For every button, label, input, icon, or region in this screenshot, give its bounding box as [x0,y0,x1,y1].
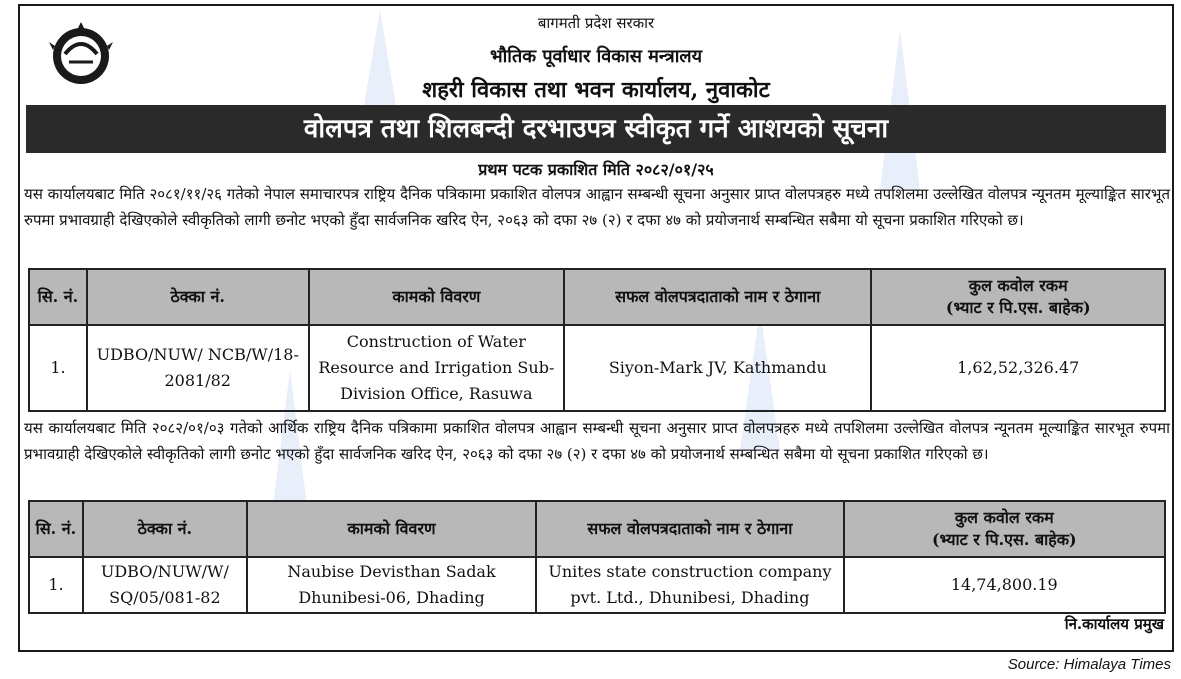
notice-paragraph-2: यस कार्यालयबाट मिति २०८२/०१/०३ गतेको आर्थिक राष्ट्रिय दैनिक पत्रिकामा प्रकाशित वोलपत्र आह्वान सम्बन्धी सूचना अनुसार प्राप्त वोलपत्रहरु मध्ये तपशिलमा उल्लेखित वोलपत्र न्यूनतम मूल्याङ्कित सारभूत रुपमा प्रभावग्राही देखिएकोले स्वीकृतिको लागी छनोट भएको हुँदा सार्वजनिक खरिद ऐन, २०६३ को दफा २७ (२) र दफा ४७ को प्रयोजनार्थ सम्बन्धित सबैमा यो सूचना प्रकाशित गरिएको छ। [24,419,1170,463]
first-published-date: प्रथम पटक प्रकाशित मिति २०८२/०१/२५ [478,160,714,179]
cell-bidder: Siyon-Mark JV, Kathmandu [564,325,871,411]
office-name: शहरी विकास तथा भवन कार्यालय, नुवाकोट [422,77,770,103]
header-contract-no: ठेक्का नं. [87,269,309,325]
ministry-name: भौतिक पूर्वाधार विकास मन्त्रालय [489,46,703,67]
table-header-row [29,501,1165,557]
notice-box [18,4,1174,652]
cell-contract-no: UDBO/NUW/W/ SQ/05/081-82 [83,557,247,613]
province-name: बागमती प्रदेश सरकार [537,14,655,32]
award-table-1 [28,268,1166,412]
header-amount-line1: कुल कवोल रकम [954,508,1054,527]
header-contract-no: ठेक्का नं. [83,501,247,557]
source-credit: Source: Himalaya Times [1007,656,1171,673]
table-row [29,325,1165,411]
cell-sn: 1. [29,325,87,411]
header-sn: सि. नं. [29,269,87,325]
cell-sn: 1. [29,557,83,613]
header-bidder: सफल वोलपत्रदाताको नाम र ठेगाना [536,501,843,557]
notice-title-banner: वोलपत्र तथा शिलबन्दी दरभाउपत्र स्वीकृत गर्ने आशयको सूचना [26,105,1166,153]
header-description: कामको विवरण [309,269,565,325]
header-description: कामको विवरण [247,501,536,557]
header-bidder: सफल वोलपत्रदाताको नाम र ठेगाना [564,269,871,325]
header-amount-line2: (भ्याट र पि.एस. बाहेक) [945,298,1091,317]
header-amount-line2: (भ्याट र पि.एस. बाहेक) [931,530,1077,549]
header-amount [871,269,1165,325]
header-sn: सि. नं. [29,501,83,557]
cell-contract-no: UDBO/NUW/ NCB/W/18-2081/82 [87,325,309,411]
cell-description: Naubise Devisthan Sadak Dhunibesi-06, Dhading [247,557,536,613]
award-table-2 [28,500,1166,614]
cell-amount: 1,62,52,326.47 [871,325,1165,411]
notice-paragraph-1: यस कार्यालयबाट मिति २०८१/११/२६ गतेको नेपाल समाचारपत्र राष्ट्रिय दैनिक पत्रिकामा प्रकाशित वोलपत्र आह्वान सम्बन्धी सूचना अनुसार प्राप्त वोलपत्रहरु मध्ये तपशिलमा उल्लेखित वोलपत्र न्यूनतम मूल्याङ्कित सारभूत रुपमा प्रभावग्राही देखिएकोले स्वीकृतिको लागी छनोट भएको हुँदा सार्वजनिक खरिद ऐन, २०६३ को दफा २७ (२) र दफा ४७ को प्रयोजनार्थ सम्बन्धित सबैमा यो सूचना प्रकाशित गरिएको छ। [24,185,1170,229]
cell-bidder: Unites state construction company pvt. Ltd., Dhunibesi, Dhading [536,557,843,613]
table-header-row [29,269,1165,325]
header-amount-line1: कुल कवोल रकम [968,276,1068,295]
office-chief-signoff: नि.कार्यालय प्रमुख [1064,615,1164,633]
cell-description: Construction of Water Resource and Irrigation Sub-Division Office, Rasuwa [309,325,565,411]
cell-amount: 14,74,800.19 [844,557,1165,613]
header-amount [844,501,1165,557]
table-row [29,557,1165,613]
